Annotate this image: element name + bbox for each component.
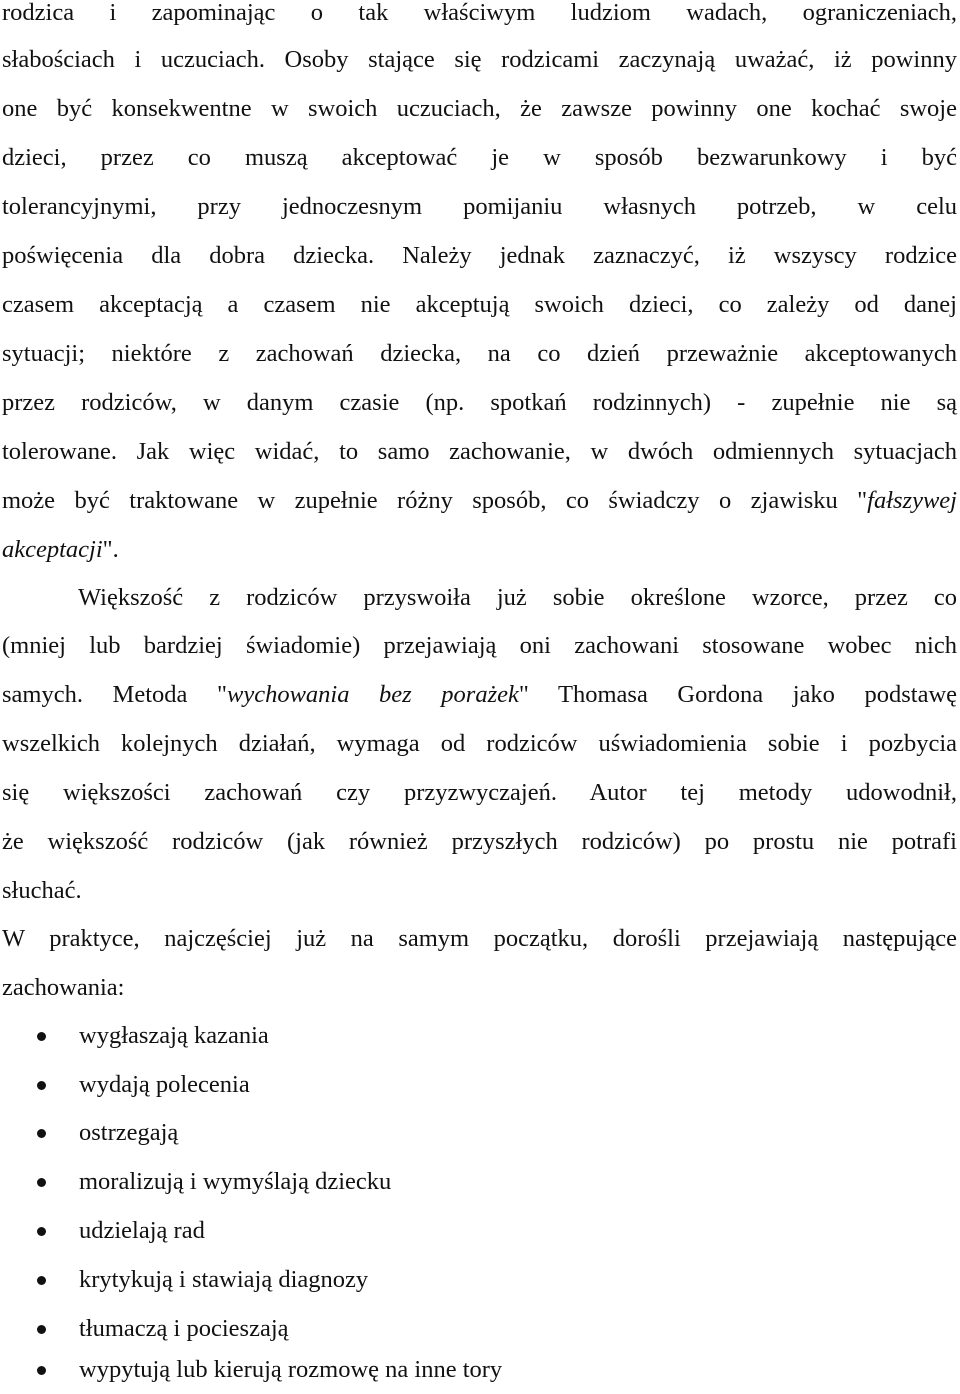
list-item	[0, 1108, 940, 1157]
paragraph-1-line-3: one być konsekwentne w swoich uczuciach, że zawsze powinny one kochać swoje	[2, 95, 957, 122]
bullet-icon	[37, 1325, 46, 1334]
emphasis-falszywej: fałszywej	[867, 487, 957, 514]
paragraph-1-line-11	[2, 476, 957, 525]
paragraph-2-line-3	[2, 670, 957, 719]
list-item-text: ostrzegają	[79, 1119, 179, 1146]
list-item	[0, 1206, 940, 1255]
bullet-icon	[37, 1129, 46, 1138]
bullet-icon	[37, 1032, 46, 1041]
paragraph-3-line-2: zachowania:	[2, 974, 125, 1001]
list-item	[0, 1157, 940, 1206]
list-item-text: wypytują lub kierują rozmowę na inne tory	[79, 1356, 503, 1383]
bullet-icon	[37, 1227, 46, 1236]
paragraph-1-line-11-text: może być traktowane w zupełnie różny sposób, co świadczy o zjawisku "	[2, 487, 868, 514]
bullet-icon	[37, 1081, 46, 1090]
bullet-icon	[37, 1178, 46, 1187]
list-item-text: moralizują i wymyślają dziecku	[79, 1168, 392, 1195]
paragraph-1-line-1: rodzica i zapominając o tak właściwym ludziom wadach, ograniczeniach,	[2, 0, 957, 26]
paragraph-1-line-2: słabościach i uczuciach. Osoby stające się rodzicami zaczynają uważać, iż powinny	[2, 46, 957, 73]
paragraph-1-line-8: sytuacji; niektóre z zachowań dziecka, na co dzień przeważnie akceptowanych	[2, 340, 957, 367]
list-item	[0, 1060, 940, 1109]
paragraph-2-line-2: (mniej lub bardziej świadomie) przejawiają oni zachowani stosowane wobec nich	[2, 632, 957, 659]
paragraph-2-line-6: że większość rodziców (jak również przyszłych rodziców) po prostu nie potrafi	[2, 828, 957, 855]
list-item-text: udzielają rad	[79, 1217, 205, 1244]
bullet-icon	[37, 1276, 46, 1285]
paragraph-1-line-4: dzieci, przez co muszą akceptować je w sposób bezwarunkowy i być	[2, 144, 957, 171]
paragraph-2-line-7: słuchać.	[2, 877, 82, 904]
list-item-text: tłumaczą i pocieszają	[79, 1315, 289, 1342]
paragraph-1-line-6: poświęcenia dla dobra dziecka. Należy jednak zaznaczyć, iż wszyscy rodzice	[2, 242, 957, 269]
paragraph-2-line-1: Większość z rodziców przyswoiła już sobie określone wzorce, przez co	[78, 584, 957, 611]
paragraph-1-line-10: tolerowane. Jak więc widać, to samo zachowanie, w dwóch odmiennych sytuacjach	[2, 438, 957, 465]
paragraph-2-line-3-text-b: " Thomasa Gordona jako podstawę	[518, 681, 958, 708]
list-item-text: krytykują i stawiają diagnozy	[79, 1266, 369, 1293]
paragraph-1-line-12	[2, 525, 957, 574]
paragraph-2-line-4: wszelkich kolejnych działań, wymaga od rodziców uświadomienia sobie i pozbycia	[2, 730, 957, 757]
paragraph-1-line-9: przez rodziców, w danym czasie (np. spotkań rodzinnych) - zupełnie nie są	[2, 389, 957, 416]
paragraph-1-line-7: czasem akceptacją a czasem nie akceptują swoich dzieci, co zależy od danej	[2, 291, 957, 318]
emphasis-wychowania-bez-porazek: wychowania bez porażek	[226, 681, 519, 708]
list-item	[0, 1345, 940, 1394]
paragraph-1-line-5: tolerancyjnymi, przy jednoczesnym pomijaniu własnych potrzeb, w celu	[2, 193, 957, 220]
paragraph-3-line-1: W praktyce, najczęściej już na samym początku, dorośli przejawiają następujące	[2, 925, 957, 952]
paragraph-2-line-5: się większości zachowań czy przyzwyczajeń. Autor tej metody udowodnił,	[2, 779, 957, 806]
paragraph-2-line-3-text-a: samych. Metoda "	[2, 681, 227, 708]
list-item-text: wygłaszają kazania	[79, 1022, 269, 1049]
list-item	[0, 1011, 940, 1060]
list-item	[0, 1255, 940, 1304]
paragraph-1-line-12-text: ".	[102, 536, 119, 563]
emphasis-akceptacji: akceptacji	[2, 536, 103, 563]
list-item-text: wydają polecenia	[79, 1071, 250, 1098]
bullet-icon	[37, 1366, 46, 1375]
